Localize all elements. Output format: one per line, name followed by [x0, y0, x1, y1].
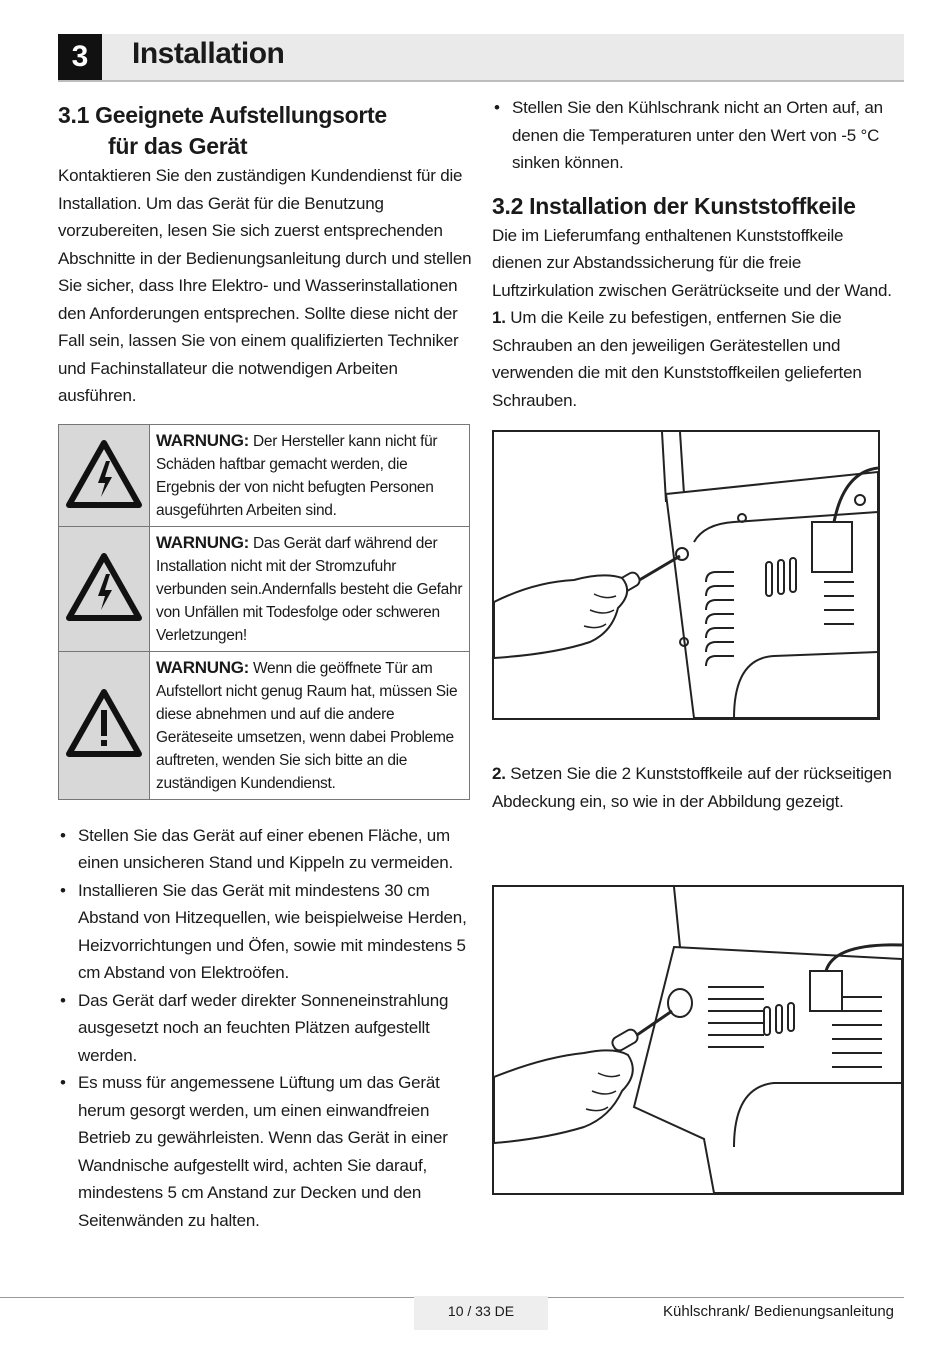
- section-title-line1: 3.1 Geeignete Aufstellungsorte: [58, 102, 387, 128]
- section-title-3-2: 3.2 Installation der Kunststoffkeile: [492, 192, 856, 219]
- electric-hazard-icon: [60, 426, 148, 522]
- warning-row: [59, 424, 470, 526]
- figure-insert-wedges: [492, 885, 904, 1195]
- step-2: [492, 760, 892, 815]
- electric-hazard-icon: [60, 528, 148, 646]
- step-text: Setzen Sie die 2 Kunststoffkeile auf der rückseitigen Abdeckung ein, so wie in der Abbildung gezeigt.: [492, 764, 892, 811]
- list-item: • Stellen Sie das Gerät auf einer ebenen Fläche, um einen unsicheren Stand und Kippeln zu vermeiden.: [58, 822, 474, 877]
- warning-label: WARNUNG:: [156, 657, 249, 677]
- list-item: • Stellen Sie den Kühlschrank nicht an Orten auf, an denen die Temperaturen unter den Wert von -5 °C sinken können.: [492, 94, 892, 177]
- footer-doc-title: Kühlschrank/ Bedienungsanleitung: [663, 1303, 894, 1320]
- right-column: [492, 94, 892, 815]
- warning-table: [58, 424, 470, 800]
- chapter-number: 3: [58, 34, 102, 80]
- placement-bullet-list: [58, 822, 474, 1235]
- step-number: 1.: [492, 308, 506, 327]
- section-paragraph: Die im Lieferumfang enthaltenen Kunststoffkeile dienen zur Abstandssicherung für die freie Luftzirkulation zwischen Gerätrückseite und der Wand.: [492, 225, 892, 300]
- step-number: 2.: [492, 764, 506, 783]
- temperature-bullet-list: [492, 94, 892, 177]
- step-text: Um die Keile zu befestigen, entfernen Sie die Schrauben an den jeweiligen Gerätestellen und verwenden die mit den Kunststoffkeilen gelieferten Schrauben.: [492, 308, 862, 410]
- warning-row: [59, 526, 470, 651]
- page-number: 10 / 33 DE: [447, 1303, 515, 1319]
- section-paragraph: Kontaktieren Sie den zuständigen Kundendienst für die Installation. Um das Gerät für die Benutzung vorzubereiten, lesen Sie sich zuerst entsprechenden Abschnitte in der Bedienungsanleitung durch und stellen Sie sicher, dass Ihre Elektro- und Wasserinstallationen den Anforderungen entsprechen. Sollte diese nicht der Fall sein, lassen Sie von einem qualifizierten Techniker und Fachinstallateur die notwendigen Arbeiten ausführen.: [58, 166, 472, 405]
- warning-row: [59, 651, 470, 799]
- section-title-3-1: [58, 100, 474, 162]
- chapter-header: [58, 34, 904, 82]
- step-1: [492, 304, 892, 414]
- left-column: [58, 100, 474, 1234]
- warning-label: WARNUNG:: [156, 430, 249, 450]
- list-item: • Installieren Sie das Gerät mit mindestens 30 cm Abstand von Hitzequellen, wie beispielweise Herden, Heizvorrichtungen und Öfen, sowie mit mindestens 5 cm Abstand von Elektroöfen.: [58, 877, 474, 987]
- list-item: • Es muss für angemessene Lüftung um das Gerät herum gesorgt werden, um einen einwandfreien Betrieb zu gewährleisten. Wenn das Gerät in einer Wandnische aufgestellt wird, achten Sie darauf, mindestens 5 cm Anstand zur Decken und den Seitenwänden zu halten.: [58, 1069, 474, 1234]
- warning-label: WARNUNG:: [156, 532, 249, 552]
- exclamation-warning-icon: [60, 653, 148, 793]
- warning-text: Wenn die geöffnete Tür am Aufstellort nicht genug Raum hat, müssen Sie diese abnehmen und auf die andere Geräteseite umsetzen, wenn dabei Probleme auftreten, wenden Sie sich bitte an die zuständigen Kundendienst.: [156, 659, 458, 792]
- list-item: • Das Gerät darf weder direkter Sonneneinstrahlung ausgesetzt noch an feuchten Plätzen aufgestellt werden.: [58, 987, 474, 1070]
- warning-text: Das Gerät darf während der Installation nicht mit der Stromzufuhr verbunden sein.Andernfalls besteht die Gefahr von Unfällen mit Todesfolge oder schweren Verletzungen!: [156, 534, 463, 644]
- figure-remove-screw: [492, 430, 880, 720]
- chapter-title: Installation: [132, 37, 285, 70]
- section-title-line2: für das Gerät: [108, 133, 248, 159]
- warning-text: Der Hersteller kann nicht für Schäden haftbar gemacht werden, die Ergebnis der von nicht befugten Personen ausgeführten Arbeiten sind.: [156, 432, 438, 519]
